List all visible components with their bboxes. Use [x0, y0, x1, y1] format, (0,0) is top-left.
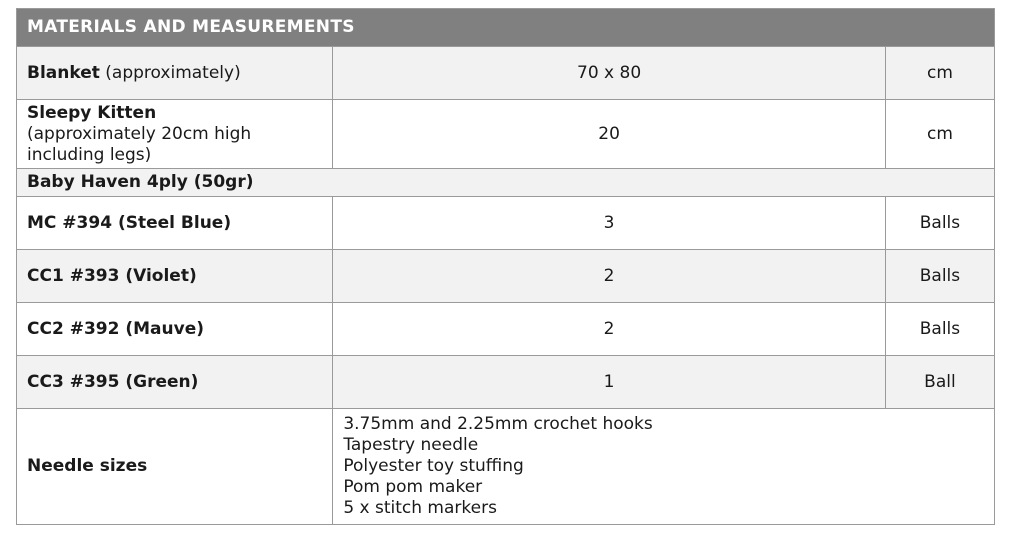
row-label-bold: Blanket: [27, 62, 100, 83]
list-item: Polyester toy stuffing: [343, 456, 524, 476]
row-value: 70 x 80: [333, 47, 886, 100]
row-value: 3: [333, 197, 886, 250]
row-unit: cm: [885, 100, 994, 169]
row-unit: Balls: [885, 197, 994, 250]
row-label: CC1 #393 (Violet): [17, 250, 333, 303]
row-value: 2: [333, 250, 886, 303]
needle-sizes-label: Needle sizes: [17, 409, 333, 525]
materials-table: [16, 8, 995, 525]
table-row-cc1: [17, 250, 995, 303]
needle-sizes-list: [333, 409, 995, 525]
table-row-sleepy-kitten: [17, 100, 995, 169]
row-value: 20: [333, 100, 886, 169]
table-header-row: [17, 9, 995, 47]
section-label: Baby Haven 4ply (50gr): [17, 169, 995, 197]
list-item: 5 x stitch markers: [343, 498, 497, 518]
row-value: 2: [333, 303, 886, 356]
row-label: CC3 #395 (Green): [17, 356, 333, 409]
row-unit: Balls: [885, 303, 994, 356]
table-row-needles: [17, 409, 995, 525]
table-row-blanket: [17, 47, 995, 100]
list-item: Pom pom maker: [343, 477, 483, 497]
row-label: CC2 #392 (Mauve): [17, 303, 333, 356]
row-label: [17, 100, 333, 169]
list-item: Tapestry needle: [343, 435, 479, 455]
row-unit: Ball: [885, 356, 994, 409]
row-value: 1: [333, 356, 886, 409]
table-row-cc2: [17, 303, 995, 356]
table-section-row: [17, 169, 995, 197]
list-item: 3.75mm and 2.25mm crochet hooks: [343, 414, 653, 434]
row-unit: cm: [885, 47, 994, 100]
row-label: MC #394 (Steel Blue): [17, 197, 333, 250]
table-title: MATERIALS AND MEASUREMENTS: [17, 9, 995, 47]
row-label-detail: (approximately 20cm high including legs): [27, 123, 252, 165]
row-label-detail: (approximately): [99, 62, 241, 83]
row-label: [17, 47, 333, 100]
table-row-cc3: [17, 356, 995, 409]
row-label-bold: Sleepy Kitten: [27, 102, 157, 123]
table-row-mc: [17, 197, 995, 250]
row-unit: Balls: [885, 250, 994, 303]
